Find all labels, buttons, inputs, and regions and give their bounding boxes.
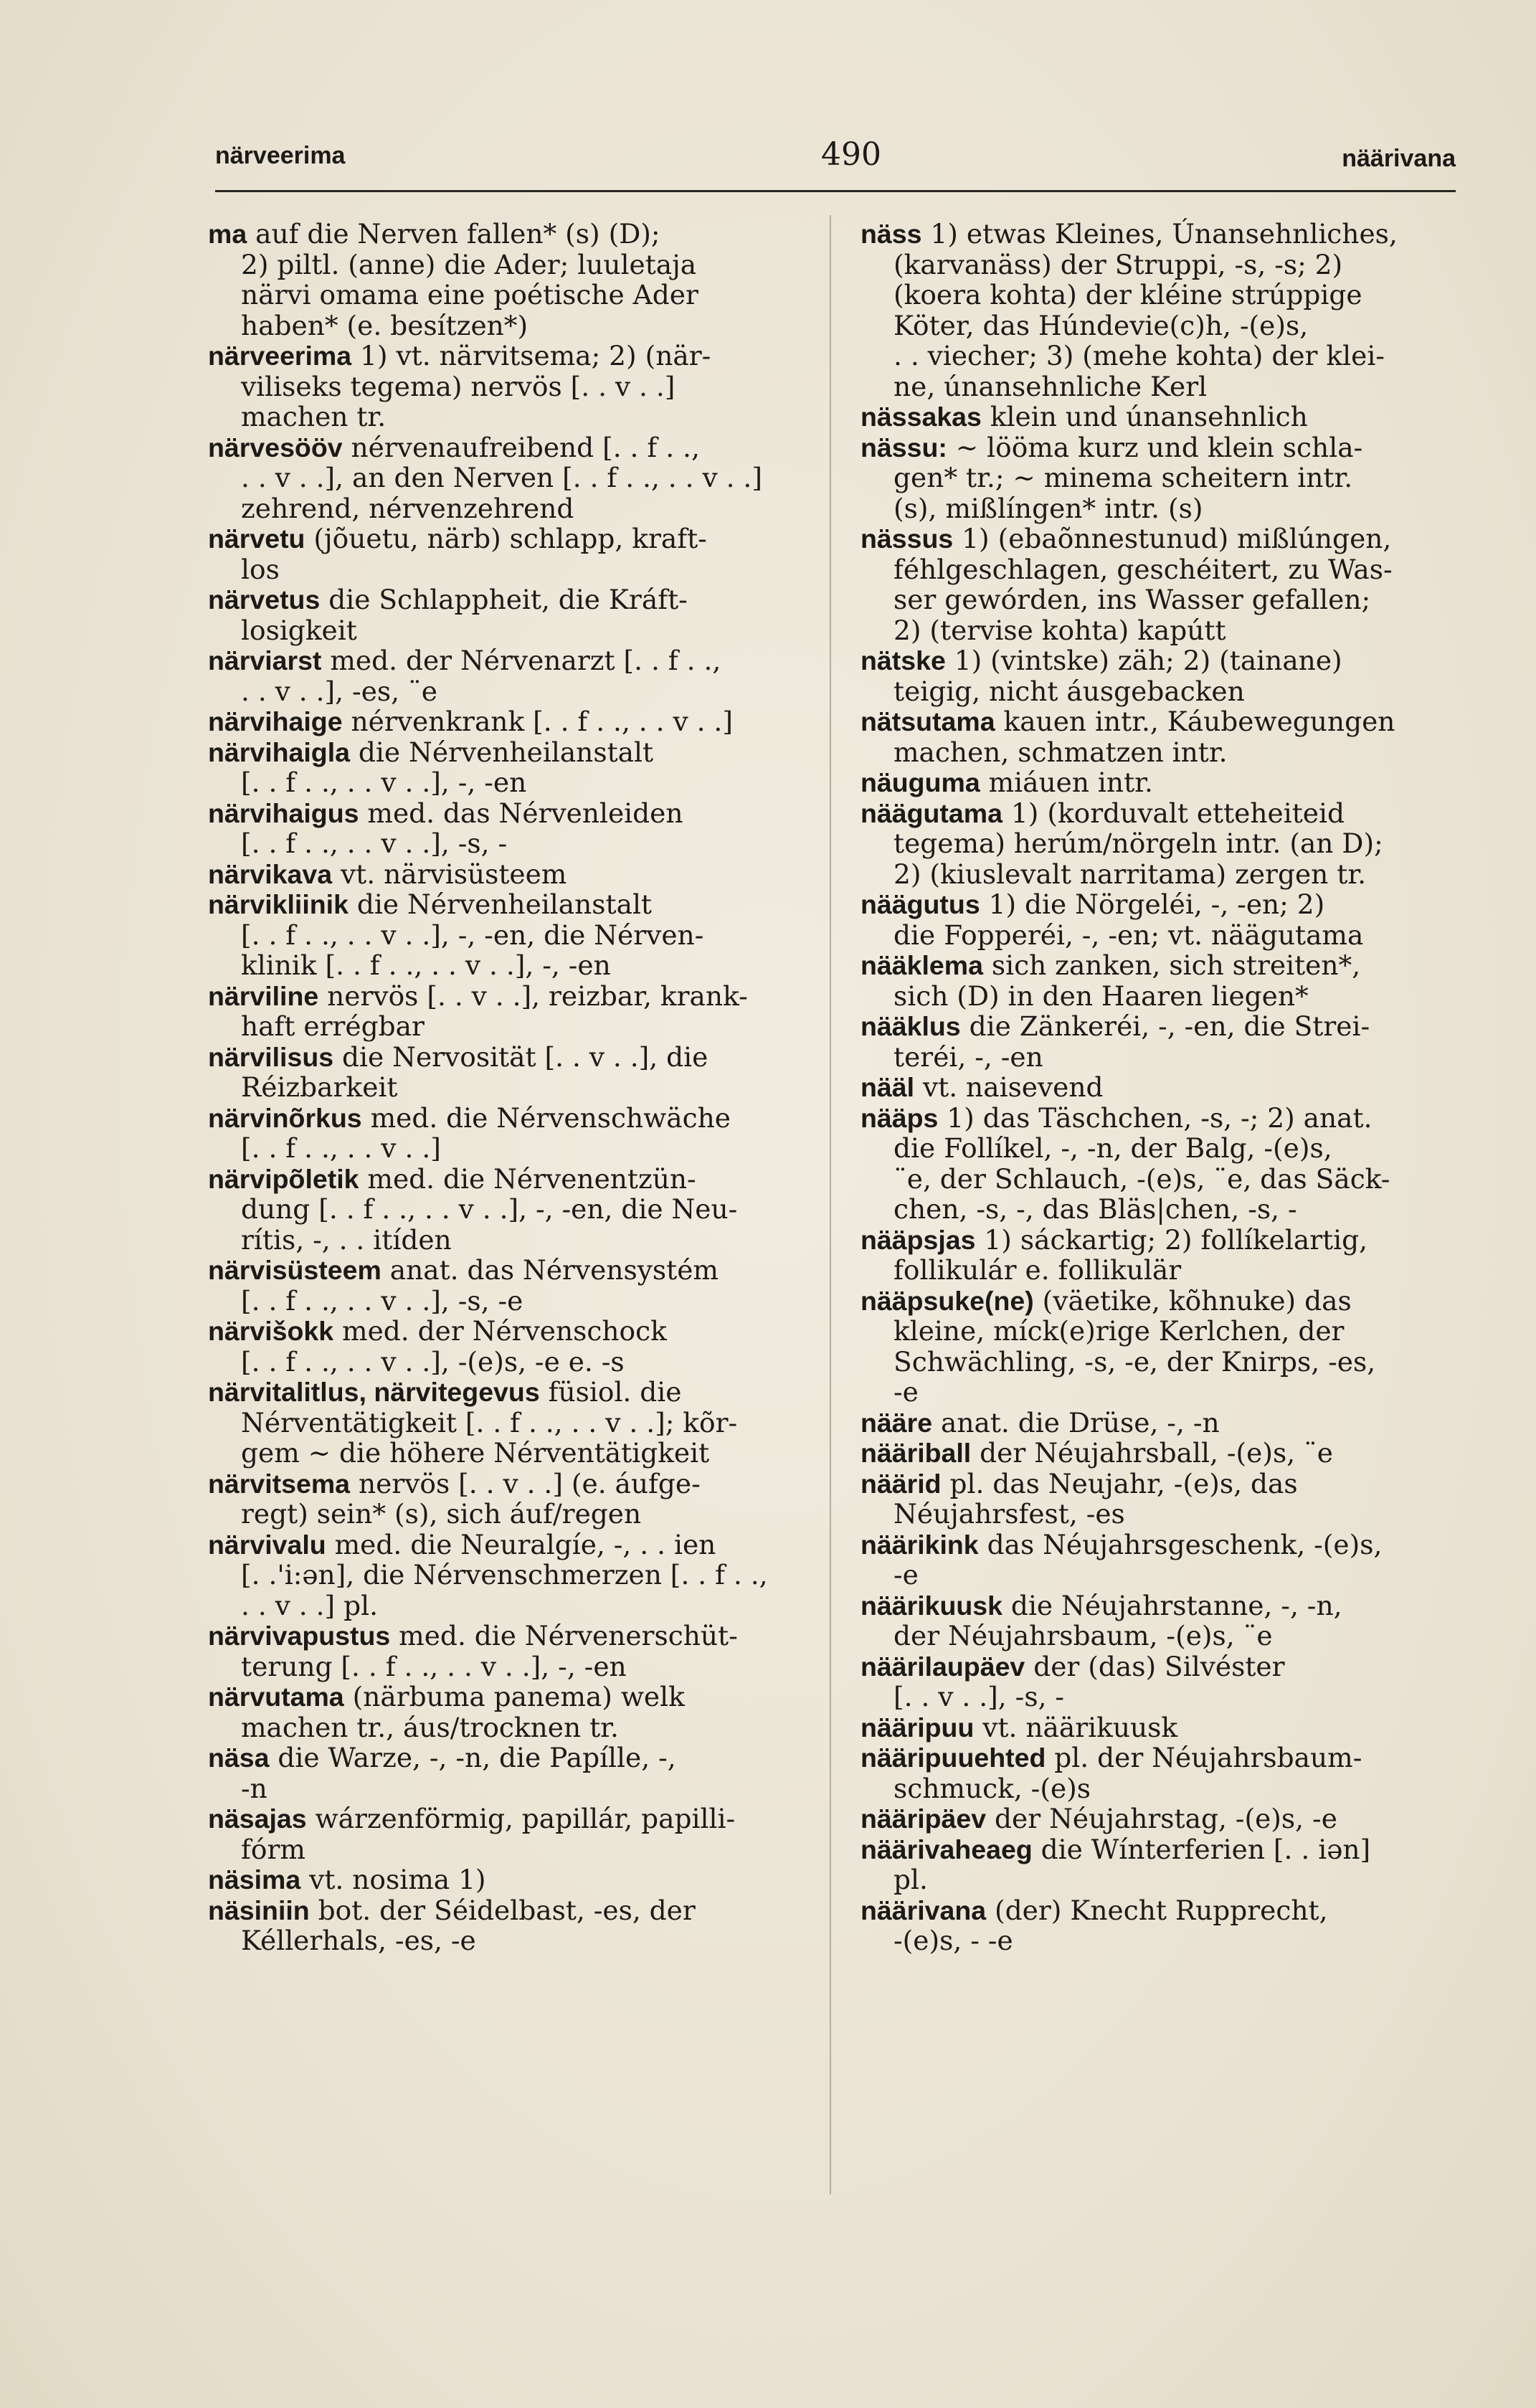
entry-first-line: närvitalitlus, närvitegevus füsiol. die (208, 1376, 682, 1408)
dictionary-entry (861, 889, 1456, 950)
dictionary-entry (208, 523, 810, 584)
entry-continuation-line: sich (D) in den Haaren liegen* (893, 980, 1309, 1012)
headword: närvihaigus (208, 797, 359, 828)
dictionary-entry (208, 219, 810, 341)
right-column (861, 219, 1456, 1956)
entry-first-line: näärikuusk die Néujahrstanne, -, -n, (861, 1589, 1342, 1621)
entry-first-line: näägutus 1) die Nörgeléi, -, -en; 2) (861, 888, 1325, 920)
headword: närvitsema (208, 1468, 351, 1499)
entry-first-line: närvetus die Schlappheit, die Kráft- (208, 584, 688, 615)
entry-first-line: näsima vt. nosima 1) (208, 1864, 486, 1895)
headword: näärid (861, 1468, 942, 1499)
header-right-guideword: näärivana (1342, 145, 1456, 172)
headword: näärikink (861, 1529, 979, 1560)
entry-continuation-line: tegema) herúm/nörgeln intr. (an D); (893, 828, 1383, 859)
dictionary-entry (861, 706, 1456, 767)
entry-continuation-line: ¨e, der Schlauch, -(e)s, ¨e, das Säck- (893, 1162, 1390, 1195)
entry-continuation-line: chen, -s, -, das Bläs|chen, -s, - (893, 1193, 1297, 1225)
dictionary-entry (208, 1377, 810, 1469)
entry-first-line: närvihaigus med. das Nérvenleiden (208, 797, 683, 829)
headword: närvivapustus (208, 1621, 391, 1651)
dictionary-entry (208, 1895, 810, 1956)
entry-first-line: ma auf die Nerven fallen* (s) (D); (208, 218, 660, 250)
entry-continuation-line: follikulár e. follikulär (893, 1254, 1182, 1286)
headword: näärilaupäev (861, 1651, 1025, 1682)
entry-continuation-line: die Follíkel, -, -n, der Balg, -(e)s, (893, 1132, 1332, 1164)
entry-continuation-line: (karvanäss) der Struppi, -s, -s; 2) (893, 248, 1343, 280)
entry-first-line: näsa die Warze, -, -n, die Papílle, -, (208, 1742, 676, 1773)
entry-first-line: nääps 1) das Täschchen, -s, -; 2) anat. (861, 1101, 1373, 1134)
entry-continuation-line: [. . f . ., . . v . .], -, -en (241, 767, 527, 798)
headword: nääriball (861, 1438, 972, 1468)
entry-continuation-line: regt) sein* (s), sich áuf/regen (241, 1498, 642, 1530)
dictionary-entry (208, 737, 810, 798)
headword: närvinõrkus (208, 1102, 362, 1133)
dictionary-entry (861, 1225, 1456, 1286)
headword: nääripuu (861, 1712, 975, 1743)
entry-first-line: närvivalu med. die Neuralgíe, -, . . ien (208, 1528, 716, 1560)
headword: nääklus (861, 1011, 961, 1041)
header-rule (215, 190, 1456, 192)
entry-first-line: närvihaigla die Nérvenheilanstalt (208, 736, 654, 768)
left-column (208, 219, 810, 1956)
entry-continuation-line: Réizbarkeit (241, 1071, 398, 1103)
entry-first-line: nääl vt. naisevend (861, 1071, 1104, 1103)
headword: nässakas (861, 402, 982, 432)
dictionary-entry (861, 219, 1456, 402)
entry-continuation-line: -e (893, 1376, 919, 1408)
entry-first-line: närviline nervös [. . v . .], reizbar, krank- (208, 980, 748, 1012)
entry-first-line: nätske 1) (vintske) zäh; 2) (tainane) (861, 645, 1342, 676)
entry-continuation-line: 2) piltl. (anne) die Ader; luuletaja (241, 248, 697, 280)
dictionary-entry (861, 1895, 1456, 1956)
entry-first-line: närvesööv nérvenaufreibend [. . f . ., (208, 431, 700, 463)
dictionary-entry (861, 402, 1456, 432)
entry-continuation-line: machen tr., áus/trocknen tr. (241, 1711, 619, 1743)
dictionary-entry (208, 645, 810, 706)
headword: näärivaheaeg (861, 1834, 1033, 1864)
entry-continuation-line: teigig, nicht áusgebacken (893, 675, 1245, 707)
entry-continuation-line: Néujahrsfest, -es (893, 1498, 1125, 1530)
entry-continuation-line: [. . v . .], -s, - (893, 1681, 1065, 1712)
entry-continuation-line: Schwächling, -s, -e, der Knirps, -es, (893, 1345, 1376, 1378)
entry-first-line: nääriball der Néujahrsball, -(e)s, ¨e (861, 1437, 1334, 1469)
entry-continuation-line: [. . f . ., . . v . .], -s, -e (241, 1284, 523, 1317)
entry-first-line: näärid pl. das Neujahr, -(e)s, das (861, 1467, 1298, 1499)
headword: nässu: (861, 432, 947, 463)
entry-first-line: närvinõrkus med. die Nérvenschwäche (208, 1101, 731, 1134)
dictionary-entry (208, 1255, 810, 1316)
headword: närvetus (208, 584, 321, 615)
headword: nätske (861, 645, 946, 676)
headword: näägutus (861, 889, 980, 919)
headword: närviarst (208, 645, 322, 676)
headword: nääps (861, 1102, 939, 1133)
page-header (215, 136, 1456, 186)
entry-first-line: nässu: ~ lööma kurz und klein schla- (861, 431, 1363, 463)
headword: närvetu (208, 523, 305, 554)
headword: nääripäev (861, 1803, 987, 1834)
headword: näärikuusk (861, 1590, 1003, 1621)
dictionary-entry (208, 1316, 810, 1377)
entry-continuation-line: [. .'i:ən], die Nérvenschmerzen [. . f . ., (241, 1559, 768, 1591)
entry-continuation-line: machen, schmatzen intr. (893, 736, 1228, 768)
entry-first-line: nääripuu vt. näärikuusk (861, 1711, 1178, 1743)
entry-first-line: närvetu (jõuetu, närb) schlapp, kraft- (208, 523, 707, 554)
headword: närvilisus (208, 1041, 334, 1072)
dictionary-entry (861, 1072, 1456, 1103)
entry-continuation-line: schmuck, -(e)s (893, 1772, 1091, 1804)
headword: närvesööv (208, 432, 343, 463)
page-number: 490 (821, 136, 881, 173)
headword: nääpsjas (861, 1224, 976, 1255)
entry-continuation-line: los (241, 553, 280, 585)
dictionary-entry (861, 432, 1456, 524)
entry-first-line: nääpsjas 1) sáckartig; 2) follíkelartig, (861, 1223, 1368, 1256)
entry-first-line: närvilisus die Nervosität [. . v . .], die (208, 1041, 708, 1073)
headword: närviline (208, 980, 319, 1011)
entry-continuation-line: 2) (tervise kohta) kapútt (893, 614, 1226, 646)
entry-continuation-line: machen tr. (241, 401, 387, 432)
entry-continuation-line: [. . f . ., . . v . .], -s, - (241, 828, 508, 859)
entry-continuation-line: 2) (kiuslevalt narritama) zergen tr. (893, 858, 1367, 890)
entry-first-line: näärilaupäev der (das) Silvéster (861, 1650, 1285, 1682)
dictionary-entry (208, 1469, 810, 1530)
dictionary-entry (208, 1743, 810, 1803)
entry-continuation-line: . . v . .] pl. (241, 1589, 379, 1621)
dictionary-entry (208, 1621, 810, 1682)
headword: närvihaige (208, 706, 343, 736)
entry-first-line: närvikava vt. närvisüsteem (208, 858, 567, 890)
dictionary-entry (208, 889, 810, 981)
dictionary-entry (861, 523, 1456, 645)
entry-first-line: näss 1) etwas Kleines, Únansehnliches, (861, 218, 1398, 250)
dictionary-entry (208, 584, 810, 645)
entry-first-line: närvitsema nervös [. . v . .] (e. áufge- (208, 1467, 701, 1499)
entry-continuation-line: zehrend, nérvenzehrend (241, 492, 574, 524)
dictionary-entry (861, 1286, 1456, 1408)
headword: närvikava (208, 858, 333, 889)
entry-first-line: nääklema sich zanken, sich streiten*, (861, 949, 1361, 981)
entry-first-line: näärivana (der) Knecht Rupprecht, (861, 1894, 1328, 1926)
entry-continuation-line: ser gewórden, ins Wasser gefallen; (893, 584, 1371, 615)
headword: näägutama (861, 797, 1002, 828)
dictionary-entry (208, 1530, 810, 1621)
entry-continuation-line: [. . f . ., . . v . .], -, -en, die Nérven- (241, 919, 704, 951)
headword: näsima (208, 1864, 301, 1895)
entry-continuation-line: viliseks tegema) nervös [. . v . .] (241, 370, 675, 402)
dictionary-entry (208, 1164, 810, 1256)
entry-continuation-line: . . viecher; 3) (mehe kohta) der klei- (893, 340, 1385, 371)
dictionary-entry (861, 1469, 1456, 1530)
dictionary-entry (861, 1103, 1456, 1225)
headword: nätsutama (861, 706, 995, 736)
entry-continuation-line: féhlgeschlagen, geschéitert, zu Was- (893, 553, 1393, 585)
entry-continuation-line: die Fopperéi, -, -en; vt. näägutama (893, 919, 1364, 951)
headword: ma (208, 219, 247, 249)
headword: nääklema (861, 950, 983, 980)
dictionary-entry (861, 950, 1456, 1011)
entry-first-line: nässus 1) (ebaõnnestunud) mißlúngen, (861, 523, 1392, 554)
dictionary-entry (208, 1864, 810, 1895)
entry-first-line: nääripuuehted pl. der Néujahrsbaum- (861, 1742, 1362, 1773)
headword: näsiniin (208, 1895, 310, 1925)
entry-continuation-line: ne, únansehnliche Kerl (893, 370, 1208, 402)
entry-continuation-line: fórm (241, 1833, 305, 1865)
headword: nääripuuehted (861, 1743, 1046, 1773)
dictionary-entry (861, 645, 1456, 706)
dictionary-entry (861, 1803, 1456, 1834)
entry-continuation-line: (s), mißlíngen* intr. (s) (893, 492, 1203, 524)
headword: näsajas (208, 1803, 307, 1834)
entry-first-line: närveerima 1) vt. närvitsema; 2) (när- (208, 340, 711, 371)
entry-first-line: näärikink das Néujahrsgeschenk, -(e)s, (861, 1528, 1383, 1560)
dictionary-entry (861, 1651, 1456, 1712)
entry-first-line: närvišokk med. der Nérvenschock (208, 1315, 667, 1347)
entry-first-line: nässakas klein und únansehnlich (861, 401, 1308, 432)
headword: näuguma (861, 767, 980, 797)
entry-first-line: närvipõletik med. die Nérvenentzün- (208, 1162, 696, 1195)
headword: näärivana (861, 1895, 987, 1925)
headword: närvihaigla (208, 736, 350, 767)
entry-first-line: närviarst med. der Nérvenarzt [. . f . ., (208, 645, 721, 676)
headword: närvivalu (208, 1529, 326, 1560)
entry-continuation-line: kleine, míck(e)rige Kerlchen, der (893, 1315, 1345, 1347)
entry-continuation-line: Nérventätigkeit [. . f . ., . . v . .]; kõr- (241, 1406, 738, 1438)
entry-continuation-line: . . v . .], -es, ¨e (241, 675, 437, 707)
entry-continuation-line: gen* tr.; ~ minema scheitern intr. (893, 462, 1353, 493)
entry-first-line: näsajas wárzenförmig, papillár, papilli- (208, 1803, 736, 1834)
entry-continuation-line: der Néujahrsbaum, -(e)s, ¨e (893, 1620, 1273, 1651)
entry-first-line: nätsutama kauen intr., Káubewegungen (861, 706, 1395, 737)
dictionary-entry (861, 1743, 1456, 1803)
entry-first-line: närvihaige nérvenkrank [. . f . ., . . v . .] (208, 706, 733, 737)
entry-first-line: närvisüsteem anat. das Nérvensystém (208, 1254, 719, 1286)
headword: närvitalitlus, närvitegevus (208, 1377, 540, 1407)
entry-continuation-line: Kéllerhals, -es, -e (241, 1925, 476, 1956)
entry-continuation-line: dung [. . f . ., . . v . .], -, -en, die Neu- (241, 1193, 738, 1225)
entry-continuation-line: rítis, -, . . itíden (241, 1223, 452, 1256)
entry-continuation-line: [. . f . ., . . v . .] (241, 1132, 441, 1164)
entry-continuation-line: teréi, -, -en (893, 1041, 1043, 1073)
column-divider (830, 215, 831, 2194)
dictionary-entry (208, 1103, 810, 1164)
dictionary-entry (861, 1438, 1456, 1469)
dictionary-entry (208, 981, 810, 1042)
entry-first-line: närvivapustus med. die Nérvenerschüt- (208, 1620, 738, 1651)
headword: närvišokk (208, 1316, 334, 1346)
headword: nääpsuke(ne) (861, 1285, 1034, 1316)
entry-first-line: näuguma miáuen intr. (861, 767, 1153, 798)
dictionary-entry (861, 1408, 1456, 1438)
entry-first-line: näärivaheaeg die Wínterferien [. . iən] (861, 1833, 1371, 1865)
dictionary-entry (208, 706, 810, 737)
dictionary-entry (861, 1834, 1456, 1895)
entry-first-line: näägutama 1) (korduvalt etteheiteid (861, 797, 1345, 829)
headword: nääre (861, 1407, 933, 1438)
entry-first-line: närvikliinik die Nérvenheilanstalt (208, 888, 653, 920)
headword: näsa (208, 1743, 270, 1773)
entry-first-line: nääripäev der Néujahrstag, -(e)s, -e (861, 1803, 1337, 1834)
headword: närveerima (208, 341, 352, 371)
dictionary-entry (208, 432, 810, 524)
dictionary-entry (208, 1042, 810, 1103)
dictionary-entry (208, 859, 810, 890)
dictionary-entry (861, 1712, 1456, 1743)
entry-first-line: närvutama (närbuma panema) welk (208, 1681, 685, 1712)
dictionary-entry (861, 1530, 1456, 1591)
headword: närvisüsteem (208, 1255, 381, 1285)
entry-continuation-line: -n (241, 1772, 267, 1804)
dictionary-entry (208, 1682, 810, 1743)
dictionary-entry (861, 1591, 1456, 1651)
headword: närvikliinik (208, 889, 349, 919)
dictionary-entry (208, 798, 810, 859)
dictionary-entry (861, 1011, 1456, 1072)
entry-continuation-line: klinik [. . f . ., . . v . .], -, -en (241, 949, 611, 981)
entry-continuation-line: losigkeit (241, 614, 357, 646)
entry-continuation-line: [. . f . ., . . v . .], -(e)s, -e e. -s (241, 1345, 625, 1378)
headword: nääl (861, 1072, 915, 1102)
headword: närvutama (208, 1682, 344, 1712)
entry-continuation-line: -e (893, 1559, 919, 1591)
entry-first-line: nääklus die Zänkeréi, -, -en, die Strei- (861, 1010, 1370, 1042)
entry-first-line: nääre anat. die Drüse, -, -n (861, 1406, 1220, 1438)
entry-continuation-line: närvi omama eine poétische Ader (241, 279, 698, 311)
dictionary-entry (208, 341, 810, 432)
dictionary-entry (861, 767, 1456, 798)
headword: nässus (861, 523, 954, 554)
entry-continuation-line: pl. (893, 1864, 928, 1895)
dictionary-entry (208, 1803, 810, 1864)
headword: närvipõletik (208, 1163, 359, 1194)
entry-continuation-line: terung [. . f . ., . . v . .], -, -en (241, 1650, 627, 1682)
entry-continuation-line: haben* (e. besítzen*) (241, 309, 528, 341)
dictionary-entry (861, 798, 1456, 890)
entry-first-line: nääpsuke(ne) (väetike, kõhnuke) das (861, 1284, 1352, 1317)
entry-continuation-line: (koera kohta) der kléine strúppige (893, 279, 1362, 311)
entry-first-line: näsiniin bot. der Séidelbast, -es, der (208, 1894, 696, 1926)
headword: näss (861, 219, 922, 249)
entry-continuation-line: Köter, das Húndevie(c)h, -(e)s, (893, 309, 1309, 341)
entry-continuation-line: . . v . .], an den Nerven [. . f . ., . . v . .] (241, 462, 762, 493)
entry-continuation-line: haft errégbar (241, 1010, 425, 1042)
entry-continuation-line: -(e)s, - -e (893, 1925, 1013, 1956)
header-left-guideword: närveerima (215, 142, 346, 169)
entry-continuation-line: gem ~ die höhere Nérventätigkeit (241, 1437, 710, 1469)
